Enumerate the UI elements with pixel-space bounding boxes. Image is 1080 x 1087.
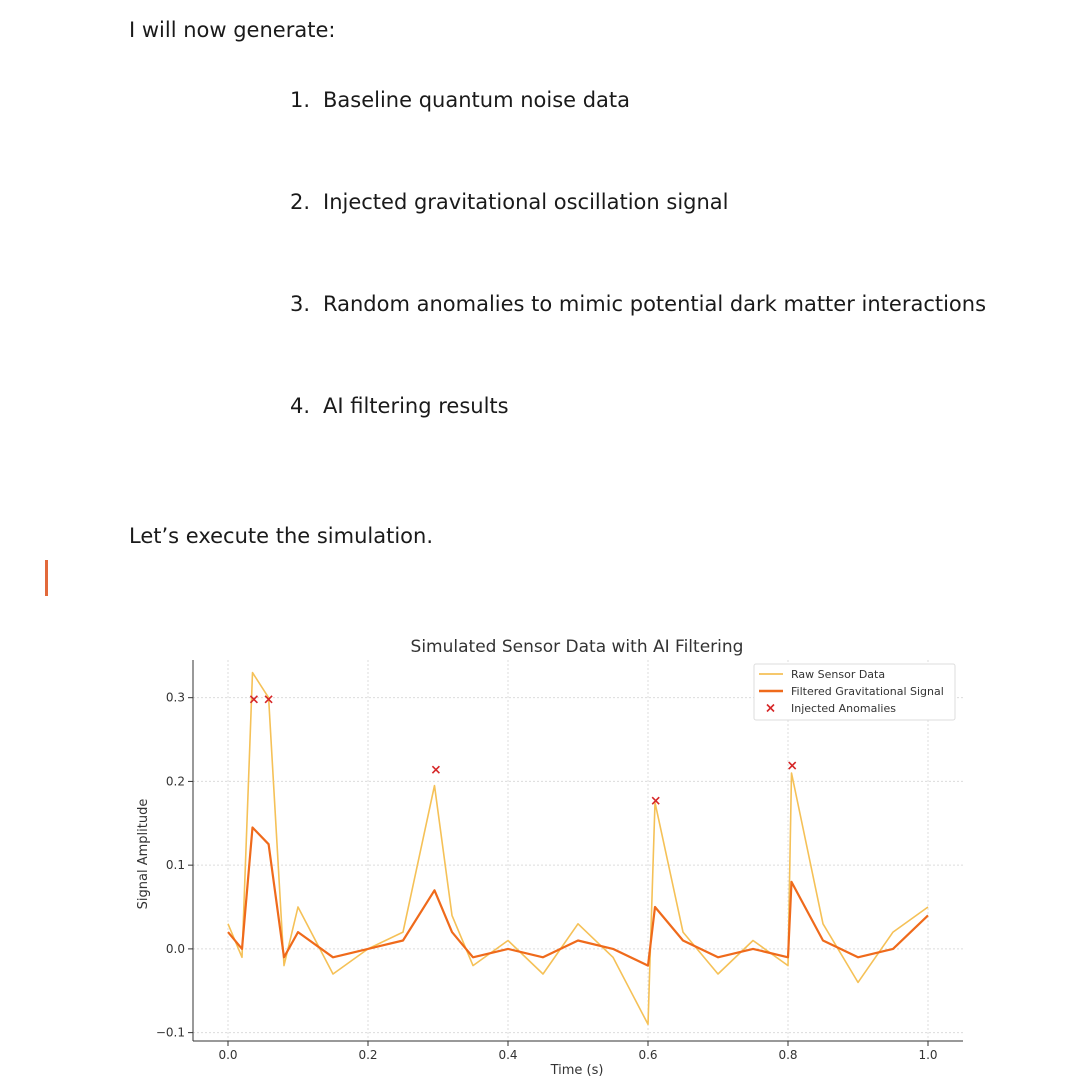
chart-title: Simulated Sensor Data with AI Filtering [410, 637, 744, 657]
filtered-signal-line [228, 828, 928, 966]
x-tick-label: 0.0 [218, 1048, 238, 1062]
list-item-number: 4. [290, 394, 311, 418]
x-tick-label: 0.2 [358, 1048, 378, 1062]
raw-sensor-data-line [228, 673, 928, 1025]
intro-text: I will now generate: [129, 18, 336, 42]
list-item [290, 187, 986, 289]
anomaly-marker [432, 766, 439, 773]
x-tick-label: 1.0 [918, 1048, 938, 1062]
y-tick-label: 0.3 [165, 690, 185, 705]
legend-label: Filtered Gravitational Signal [791, 685, 944, 698]
x-tick-label: 0.8 [778, 1048, 798, 1062]
y-tick-label: 0.1 [165, 858, 185, 873]
y-axis-label: Signal Amplitude [136, 798, 151, 910]
y-tick-label: 0.0 [165, 941, 185, 956]
x-tick-label: 0.6 [638, 1048, 658, 1062]
list-item-number: 2. [290, 190, 311, 214]
list-item-text: AI filtering results [323, 394, 509, 418]
anomaly-marker [789, 762, 796, 769]
x-axis-label: Time (s) [550, 1063, 604, 1078]
chart-series [228, 673, 928, 1025]
list-item-text: Random anomalies to mimic potential dark matter interactions [323, 292, 987, 316]
list-item-number: 3. [290, 292, 311, 316]
list-item [290, 85, 986, 187]
legend-label: Injected Anomalies [791, 702, 896, 715]
execute-text: Let’s execute the simulation. [129, 524, 433, 548]
text-cursor [45, 560, 48, 596]
list-item [290, 289, 986, 391]
y-tick-label: 0.2 [165, 774, 185, 789]
y-tick-label: −0.1 [155, 1025, 185, 1040]
list-item-text: Injected gravitational oscillation signal [323, 190, 729, 214]
list-item-number: 1. [290, 88, 311, 112]
x-tick-label: 0.4 [498, 1048, 518, 1062]
list-item [290, 391, 986, 493]
sensor-chart [120, 628, 970, 1080]
legend-label: Raw Sensor Data [791, 668, 886, 681]
generation-steps-list [290, 85, 986, 493]
list-item-text: Baseline quantum noise data [323, 88, 631, 112]
chart-legend [754, 664, 955, 720]
